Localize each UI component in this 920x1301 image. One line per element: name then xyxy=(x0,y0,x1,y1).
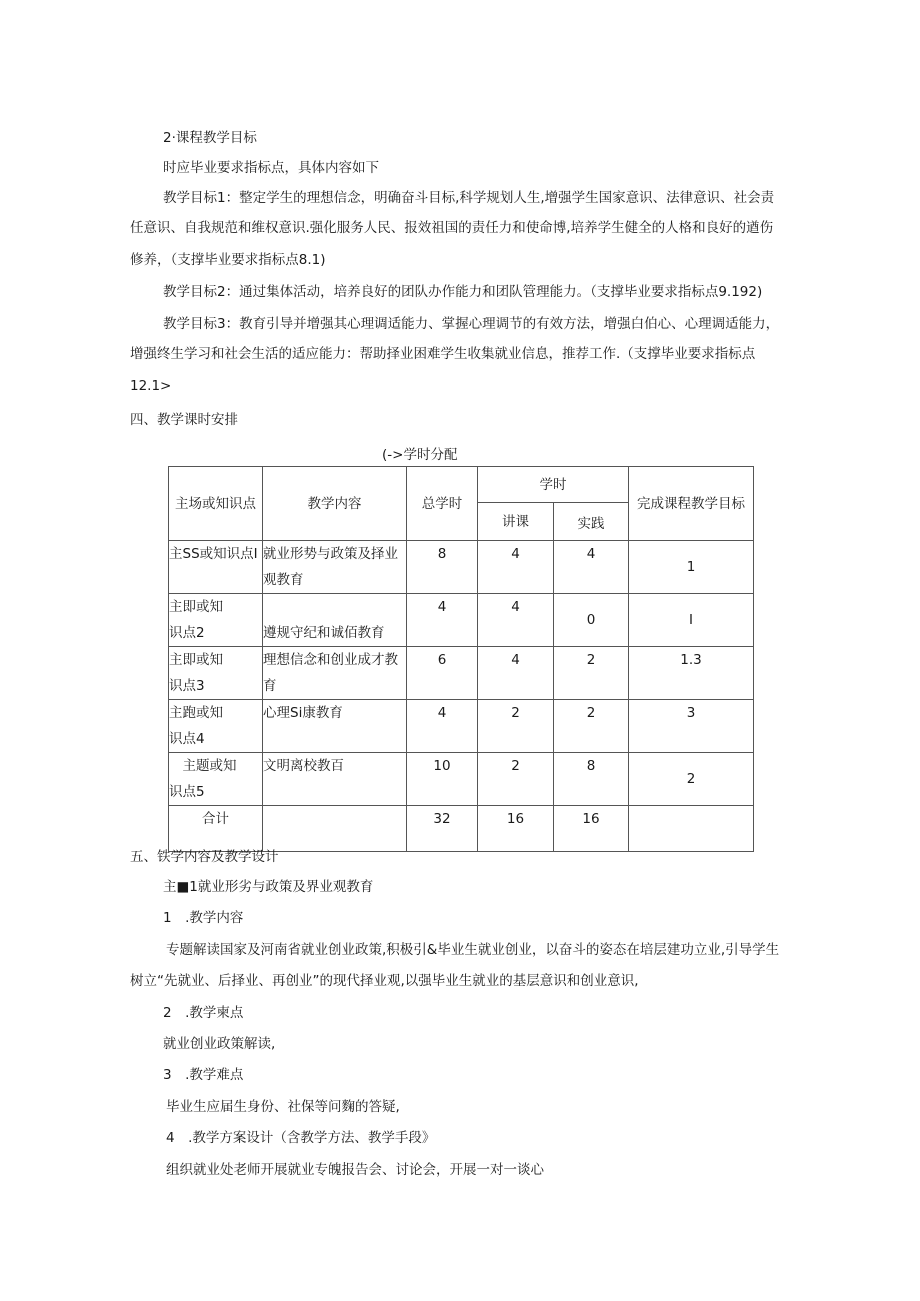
header-lecture: 讲课 xyxy=(478,503,554,541)
hours-table xyxy=(168,466,754,852)
table-row xyxy=(169,647,754,700)
paragraph: 树立“先就业、后择业、再创业”的现代择业观,以强毕业生就业的基层意识和创业意识, xyxy=(130,973,639,989)
cell-content: 文明离校教百 xyxy=(263,753,407,806)
item-heading: 4 .教学方案设计（含教学方法、教学手段》 xyxy=(166,1130,436,1146)
paragraph: 修养，（支撑毕业要求指标点8.1) xyxy=(130,252,326,268)
topic-heading: 主■1就业形劣与政策及界业观教育 xyxy=(163,879,374,895)
paragraph: 时应毕业要求指标点，具体内容如下 xyxy=(163,160,379,176)
cell-content: 理想信念和创业成才教 育 xyxy=(263,647,407,700)
cell-practice: 2 xyxy=(554,647,629,700)
cell-total: 4 xyxy=(407,594,478,647)
paragraph: 教学目标1：整定学生的理想信念，明确奋斗目标,科学规划人生,增强学生国家意识、法律意识、社会责 xyxy=(163,190,775,206)
paragraph: 教学目标2：通过集体活动，培养良好的团队办作能力和团队管理能力。（支撑毕业要求指标点9.192) xyxy=(163,284,763,300)
header-practice: 实践 xyxy=(554,503,629,541)
table-row xyxy=(169,700,754,753)
item-heading: 1 .教学内容 xyxy=(163,910,244,926)
cell-empty xyxy=(629,806,754,852)
header-goal: 完成课程教学目标 xyxy=(629,467,754,541)
cell-goal: 1 xyxy=(629,541,754,594)
paragraph: 增强终生学习和社会生活的适应能力：帮助择业困难学生收集就业信息，推荐工作.（支撑毕业要求指标点 xyxy=(130,346,756,362)
cell-topic: 主跑或知 识点4 xyxy=(169,700,263,753)
cell-lecture: 4 xyxy=(478,594,554,647)
cell-lecture: 2 xyxy=(478,700,554,753)
cell-goal: 1.3 xyxy=(629,647,754,700)
cell-lecture: 4 xyxy=(478,541,554,594)
cell-topic: 主即或知 识点2 xyxy=(169,594,263,647)
cell-empty xyxy=(263,806,407,852)
cell-topic: 主即或知 识点3 xyxy=(169,647,263,700)
cell-total: 4 xyxy=(407,700,478,753)
cell-practice: 0 xyxy=(554,594,629,647)
paragraph: 教学目标3：教育引导并增强其心理调适能力、掌握心理调节的有效方法，增强白伯心、心理调适能力， xyxy=(163,316,780,332)
cell-content: 就业形势与政策及择业 观教育 xyxy=(263,541,407,594)
paragraph: 12.1> xyxy=(130,378,172,394)
header-total: 总学时 xyxy=(407,467,478,541)
item-heading: 2 .教学柬点 xyxy=(163,1005,244,1021)
table-row xyxy=(169,594,754,647)
cell-content: 遵规守纪和诚佰教育 xyxy=(263,594,407,647)
section-heading: 2·课程教学目标 xyxy=(163,130,257,146)
cell-practice: 4 xyxy=(554,541,629,594)
cell-total: 10 xyxy=(407,753,478,806)
cell-total: 6 xyxy=(407,647,478,700)
cell-practice: 8 xyxy=(554,753,629,806)
cell-topic: 主SS或知识点I xyxy=(169,541,263,594)
paragraph: 毕业生应届生身份、社保等问麴的答疑, xyxy=(166,1099,400,1115)
cell-lecture: 2 xyxy=(478,753,554,806)
cell-goal: I xyxy=(629,594,754,647)
header-topic: 主场或知识点 xyxy=(169,467,263,541)
cell-total: 8 xyxy=(407,541,478,594)
section-heading: 五、铁学内容及教学设计 xyxy=(130,849,279,865)
paragraph: 组织就业处老师开展就业专魄报告会、讨论会，开展一对一谈心 xyxy=(166,1162,544,1178)
paragraph: 就业创业政策解读, xyxy=(163,1036,276,1052)
cell-lecture: 16 xyxy=(478,806,554,852)
header-hours: 学时 xyxy=(478,467,629,503)
cell-content: 心理Si康教育 xyxy=(263,700,407,753)
cell-goal: 3 xyxy=(629,700,754,753)
cell-practice: 16 xyxy=(554,806,629,852)
table-caption: (->学时分配 xyxy=(382,447,458,463)
cell-lecture: 4 xyxy=(478,647,554,700)
cell-total-label: 合计 xyxy=(169,806,263,852)
cell-goal: 2 xyxy=(629,753,754,806)
cell-topic: 主题或知 识点5 xyxy=(169,753,263,806)
header-content: 教学内容 xyxy=(263,467,407,541)
cell-practice: 2 xyxy=(554,700,629,753)
item-heading: 3 .教学难点 xyxy=(163,1067,244,1083)
table-row xyxy=(169,541,754,594)
cell-total: 32 xyxy=(407,806,478,852)
section-heading: 四、教学课时安排 xyxy=(130,412,238,428)
paragraph: 任意识、自我规范和维权意识.强化服务人民、报效祖国的责任力和使命博,培养学生健全的人格和良好的遒伤 xyxy=(130,220,774,236)
paragraph: 专题解读国家及河南省就业创业政策,积极引&毕业生就业创业，以奋斗的姿态在培层建功立业,引导学生 xyxy=(166,942,780,958)
table-row xyxy=(169,753,754,806)
table-total-row xyxy=(169,806,754,852)
